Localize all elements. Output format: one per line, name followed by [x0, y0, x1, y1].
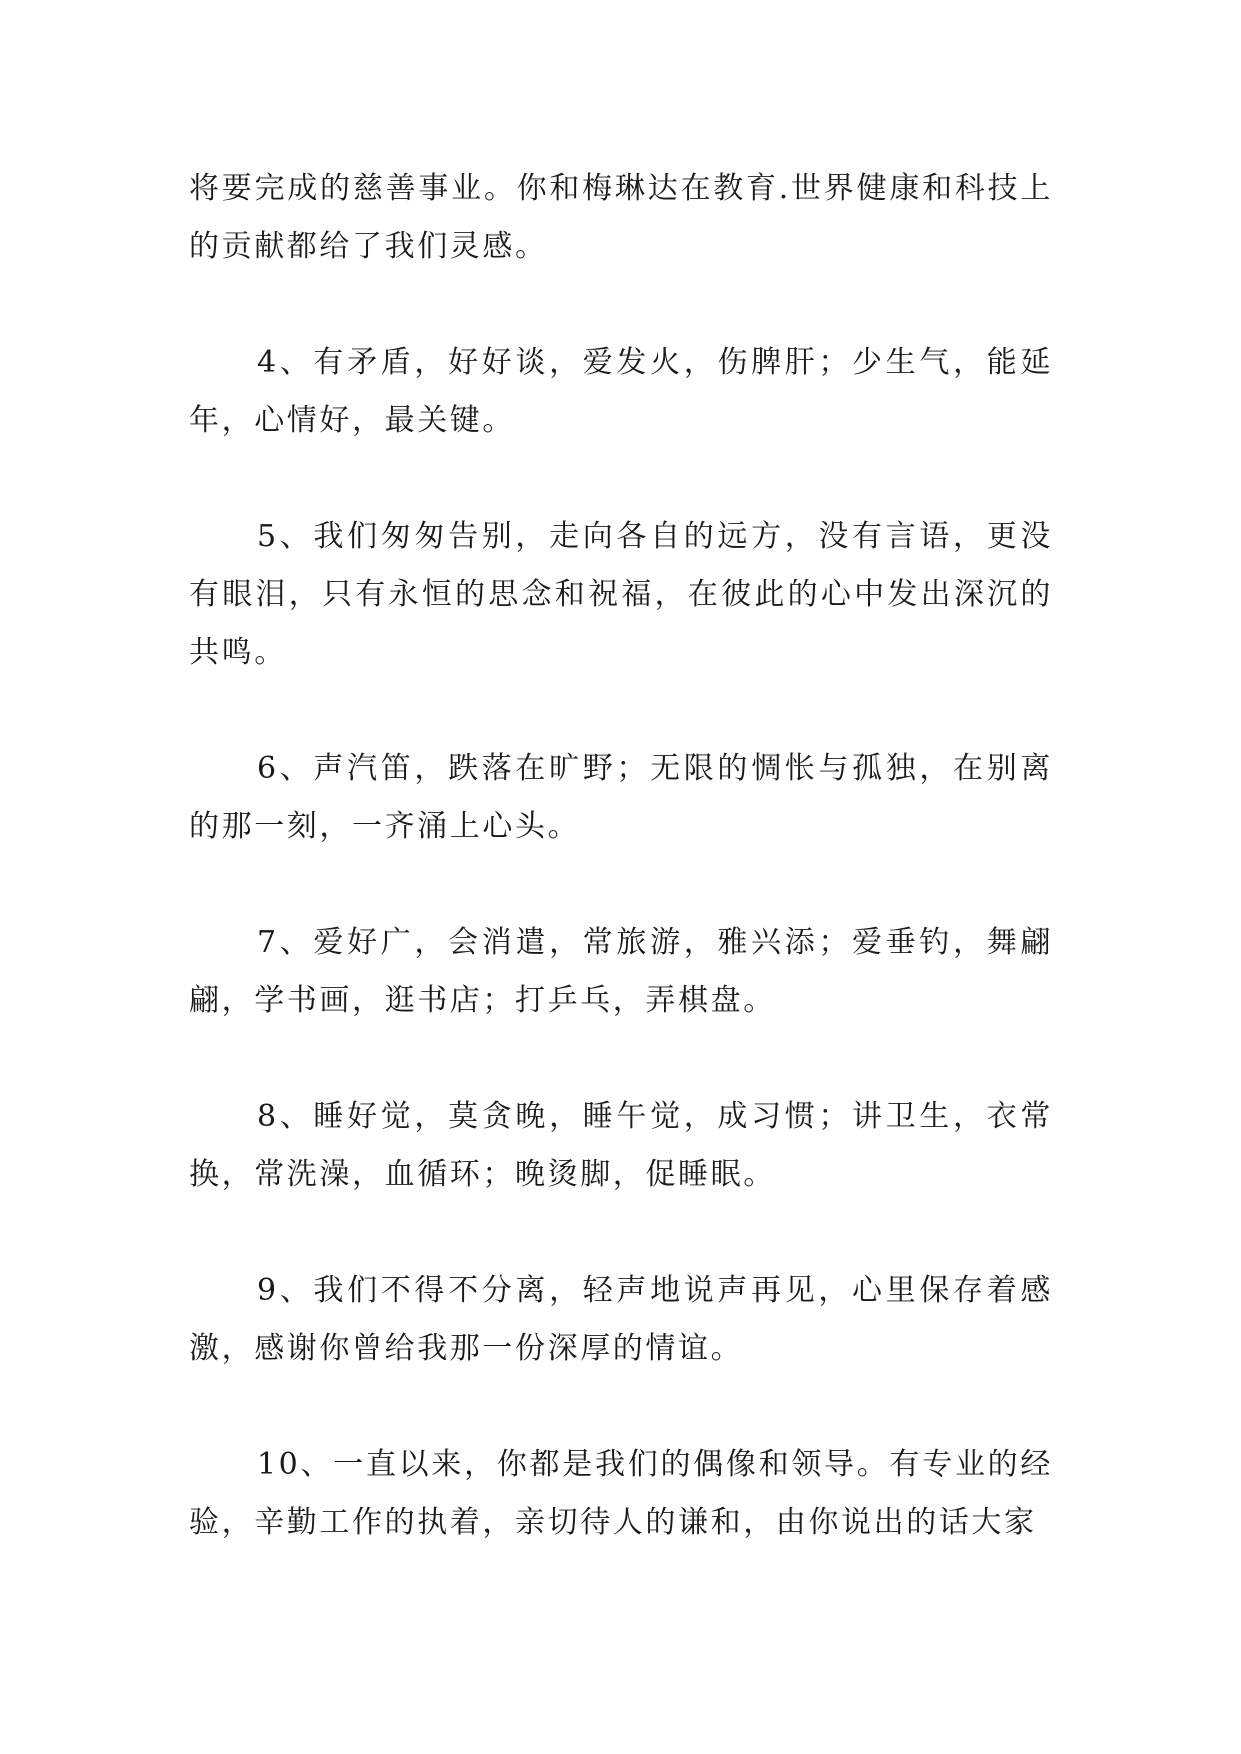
paragraph-item-5: 5、我们匆匆告别，走向各自的远方，没有言语，更没有眼泪，只有永恒的思念和祝福，在彼此的心中发出深沉的共鸣。: [189, 519, 1053, 670]
paragraph-item-7: 7、爱好广，会消遣，常旅游，雅兴添；爱垂钓，舞翩翩，学书画，逛书店；打乒乓，弄棋盘。: [189, 925, 1053, 1018]
document-body: [189, 160, 1053, 1610]
paragraph-item-8: 8、睡好觉，莫贪晚，睡午觉，成习惯；讲卫生，衣常换，常洗澡，血循环；晚烫脚，促睡眠。: [189, 1099, 1053, 1192]
paragraph-item-10: 10、一直以来，你都是我们的偶像和领导。有专业的经验，辛勤工作的执着，亲切待人的谦和，由你说出的话大家: [189, 1447, 1053, 1540]
paragraph-continued: 将要完成的慈善事业。你和梅琳达在教育.世界健康和科技上的贡献都给了我们灵感。: [189, 171, 1053, 264]
paragraph-item-4: 4、有矛盾，好好谈，爱发火，伤脾肝；少生气，能延年，心情好，最关键。: [189, 345, 1053, 438]
paragraph-item-9: 9、我们不得不分离，轻声地说声再见，心里保存着感激，感谢你曾给我那一份深厚的情谊。: [189, 1273, 1053, 1366]
paragraph-item-6: 6、声汽笛，跌落在旷野；无限的惆怅与孤独，在别离的那一刻，一齐涌上心头。: [189, 751, 1053, 844]
